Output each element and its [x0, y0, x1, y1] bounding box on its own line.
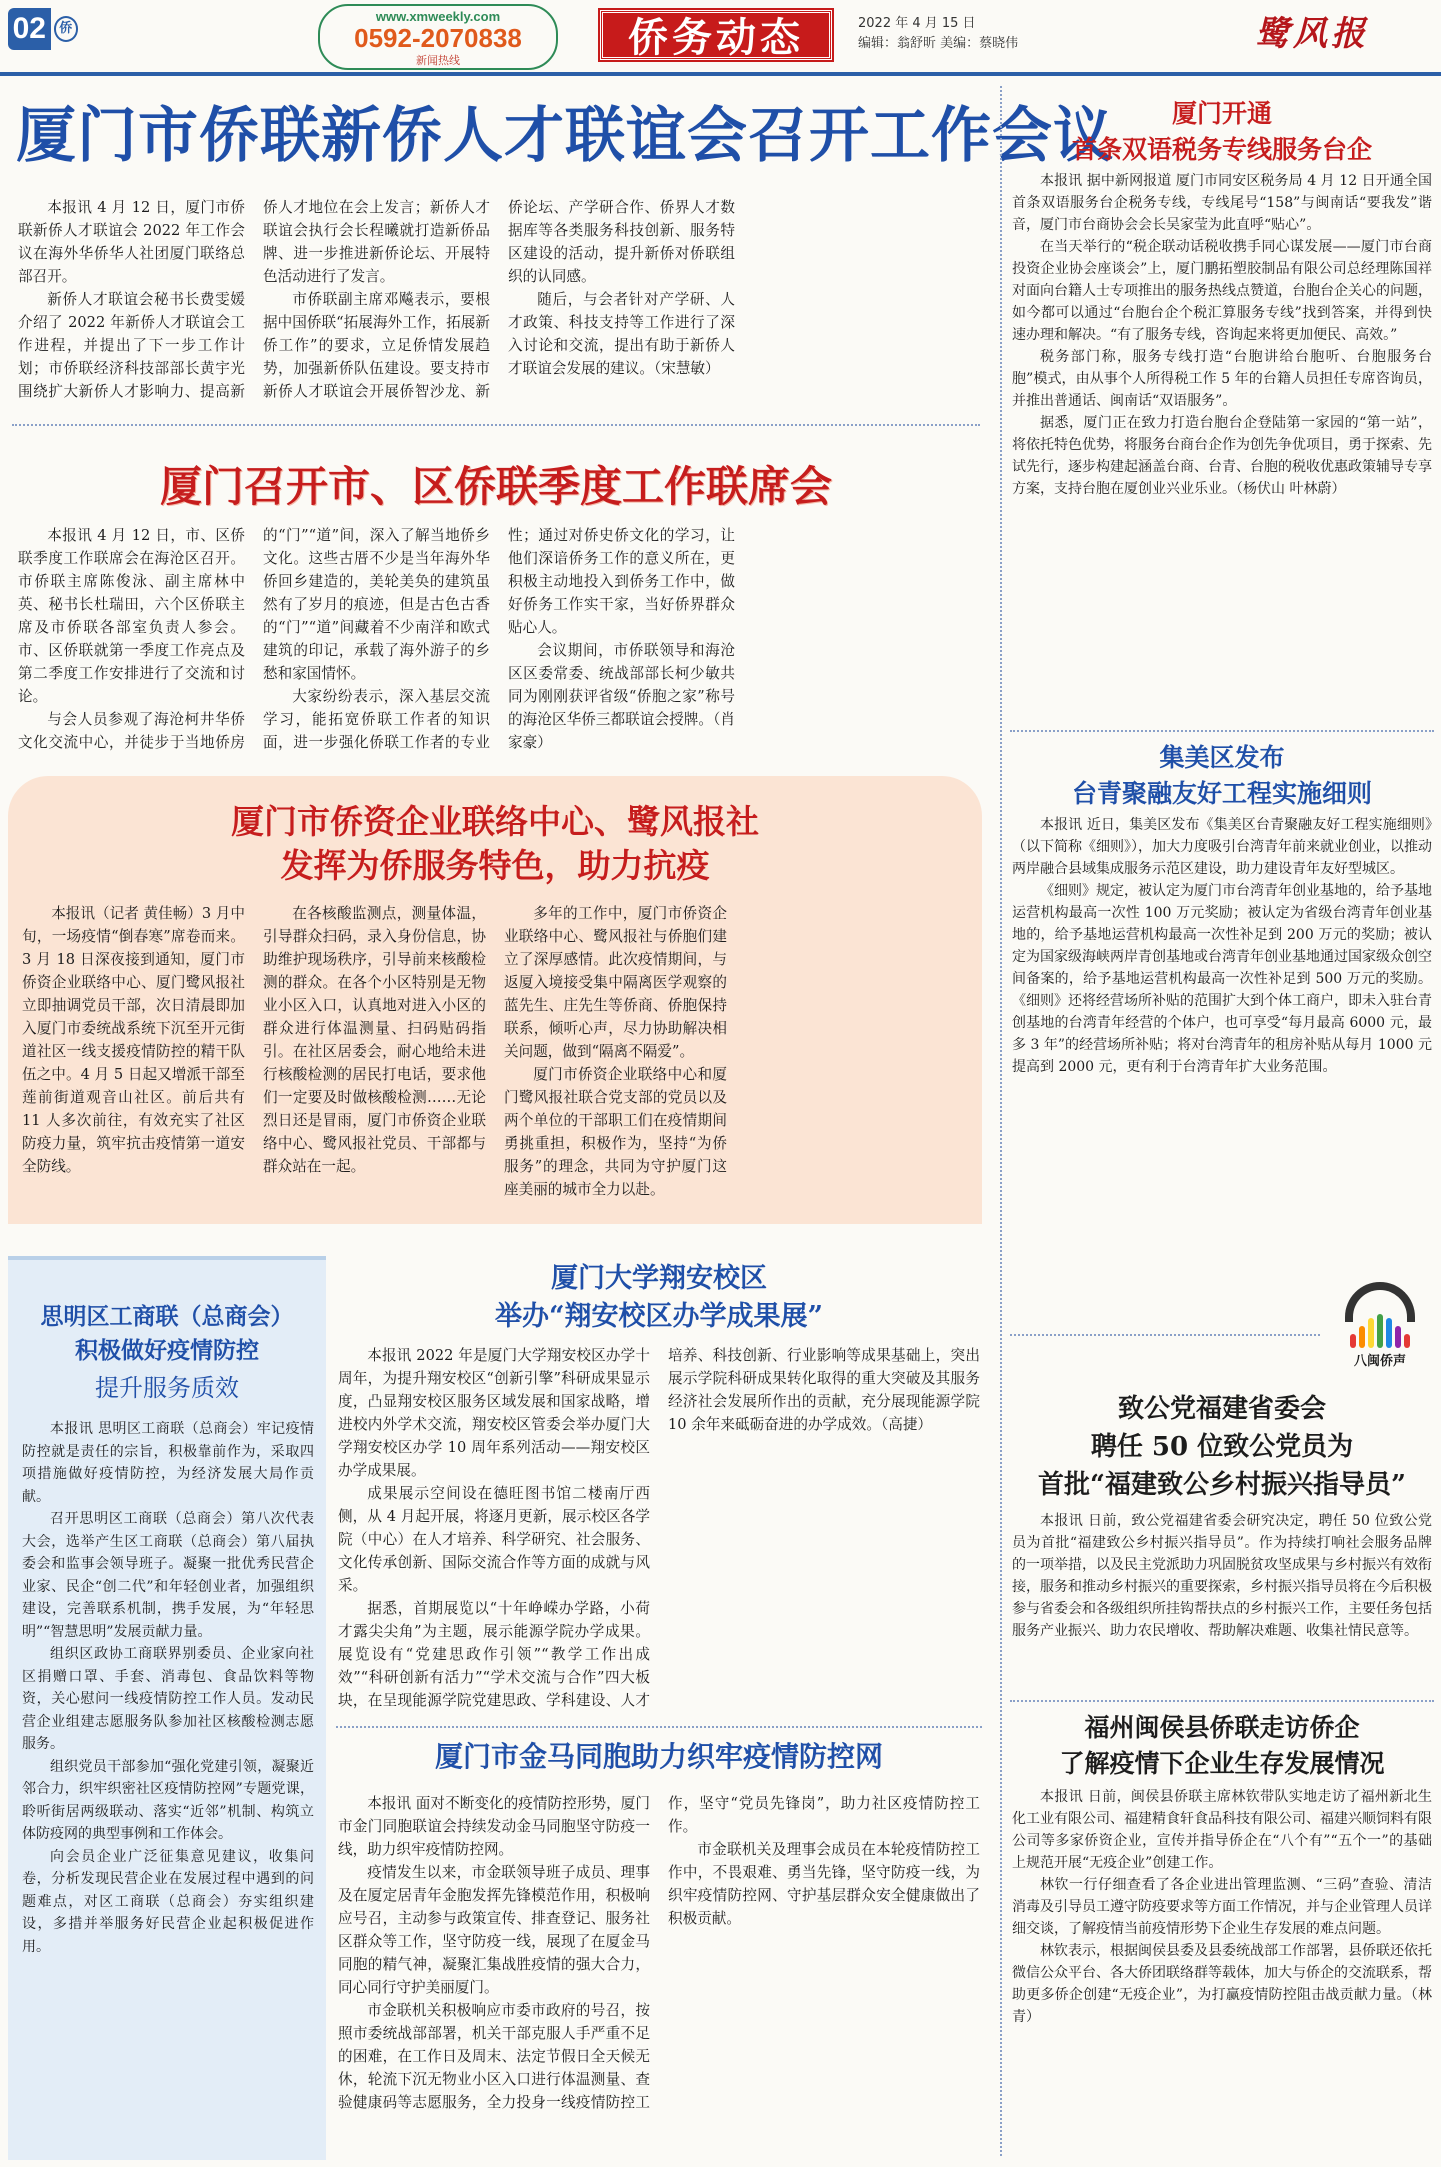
column-logo	[1010, 1282, 1434, 1382]
article-2-paragraph: 与会人员参观了海沧柯井华侨文化交流中心，并徒步于当地侨房的“门”“道”间，深入了解当地侨乡文化。这些古厝不少是当年海外华侨回乡建造的，美轮美奂的建筑虽然有了岁月的痕迹，但是古色古香的“门”“道”间藏着不少南洋和欧式建筑的印记，承载了海外游子的乡愁和家国情怀。	[18, 527, 490, 751]
article-2-paragraph: 大家纷纷表示，深入基层交流学习，能拓宽侨联工作者的知识面，进一步强化侨联工作者的专业性；通过对侨史侨文化的学习，让他们深谙侨务工作的意义所在，更积极主动地投入到侨务工作中，做好侨务工作实干家，当好侨界群众贴心人。	[263, 527, 735, 751]
article-7-title-line-1: 厦门大学翔安校区	[551, 1263, 767, 1294]
issue-date: 2022 年 4 月 15 日	[858, 16, 976, 31]
article-5-paragraph: 本报讯 近日，集美区发布《集美区台青聚融友好工程实施细则》（以下简称《细则》），加大力度吸引台湾青年前来就业创业，以推动两岸融合县域集成服务示范区建设，助力建设青年友好型城区。	[1012, 817, 1432, 877]
article-3-paragraph: 厦门市侨资企业联络中心和厦门鹭风报社联合党支部的党员以及两个单位的干部职工们在疫情期间勇挑重担，积极作为，坚持“为侨服务”的理念，共同为守护厦门这座美丽的城市全力以赴。	[504, 1066, 727, 1198]
sound-bar	[1350, 1334, 1356, 1348]
divider	[1010, 1700, 1434, 1702]
article-6-title	[8, 1300, 326, 1403]
article-4-title-line-1: 厦门开通	[1171, 99, 1272, 128]
article-9-paragraph: 本报讯 日前，致公党福建省委会研究决定，聘任 50 位致公党员为首批“福建致公乡村振兴指导员”。作为持续打响社会服务品牌的一项举措，以及民主党派助力巩固脱贫攻坚成果与乡村振兴有效衔接，服务和推动乡村振兴的重要探索，乡村振兴指导员将在今后积极参与省委会和各级组织所挂钩帮扶点的乡村振兴工作，主要任务包括服务产业振兴、助力农民增收、帮助解决难题、收集社情民意等。	[1012, 1513, 1432, 1639]
issue-info	[858, 14, 1018, 54]
article-8-title: 厦门市金马同胞助力织牢疫情防控网	[434, 1740, 883, 1773]
article-5-paragraph: 《细则》规定，被认定为厦门市台湾青年创业基地的，给予基地运营机构最高一次性 100 万元奖励；被认定为省级台湾青年创业基地的，给予基地运营机构最高一次性补足到 200 万元的奖励；被认定为国家级海峡两岸青创基地或台湾青年创业基地通过国家级众创空间备案的，给予基地运营机构最高一次性补足到 500 万元的奖励。《细则》还将经营场所补贴的范围扩大到个体工商户，即未入驻台青创基地的台湾青年经营的个体户，也可享受“每月最高 6000 元，最多 3 年”的经营场所补贴；将对台湾青年的租房补贴从每月 1000 元提高到 2000 元，更有利于台湾青年扩大业务范围。	[1012, 883, 1432, 1075]
website[interactable]: www.xmweekly.com	[375, 9, 501, 24]
article-6-paragraph: 组织党员干部参加“强化党建引领，凝聚近邻合力，织牢织密社区疫情防控网”专题党课，聆听街居两级联动、落实“近邻”机制、构筑立体防疫网的典型事例和工作体会。	[22, 1758, 314, 1842]
hotline-label: 新闻热线	[416, 54, 460, 67]
news-hotline	[318, 4, 558, 70]
column-divider	[1000, 86, 1002, 2156]
article-6-paragraph: 召开思明区工商联（总商会）第八次代表大会，选举产生区工商联（总商会）第八届执委会和监事会领导班子。凝聚一批优秀民营企业家、民企“创二代”和年轻创业者，加强组织建设，完善联系机制，携手发展，为“年轻思明”“智慧思明”发展贡献力量。	[22, 1511, 314, 1640]
article-10-title-line-2: 了解疫情下企业生存发展情况	[1059, 1749, 1385, 1778]
article-3-title-line-2: 发挥为侨服务特色，助力抗疫	[280, 846, 710, 885]
section-title: 侨务动态	[600, 10, 832, 60]
sound-bar	[1395, 1326, 1401, 1348]
article-10-body	[1012, 1786, 1432, 2158]
page-number: 02	[8, 8, 51, 50]
article-1-paragraph: 市侨联副主席邓飚表示，要根据中国侨联“拓展海外工作，拓展新侨工作”的要求，立足侨情发展趋势，加强新侨队伍建设。要支持市新侨人才联谊会开展侨智沙龙、新侨论坛、产学研合作、侨界人才数据库等各类服务科技创新、服务特区建设的活动，提升新侨对侨联组织的认同感。	[263, 199, 735, 400]
article-10-paragraph: 林钦表示，根据闽侯县委及县委统战部工作部署，县侨联还依托微信公众平台、各大侨团联络群等载体，加大与侨企的交流联系，帮助更多侨企创建“无疫企业”，为打赢疫情防控阻击战贡献力量。（林青）	[1012, 1943, 1432, 2025]
article-6-paragraph: 本报讯 思明区工商联（总商会）牢记疫情防控就是责任的宗旨，积极靠前作为，采取四项措施做好疫情防控，为经济发展大局作贡献。	[22, 1421, 314, 1505]
article-3-body	[22, 902, 968, 1212]
article-1-paragraph: 本报讯 4 月 12 日，厦门市侨联新侨人才联谊会 2022 年工作会议在海外华侨华人社团厦门联络总部召开。	[18, 199, 245, 285]
article-7-title	[336, 1260, 982, 1336]
divider	[1010, 730, 1434, 732]
article-9-body	[1012, 1510, 1432, 1720]
article-10-title-line-1: 福州闽侯县侨联走访侨企	[1084, 1713, 1360, 1742]
article-5-title-line-2: 台青聚融友好工程实施细则	[1071, 779, 1372, 808]
column-name: 八闽侨声	[1353, 1354, 1406, 1369]
article-5-body	[1012, 814, 1432, 1274]
article-4-paragraph: 据悉，厦门正在致力打造台胞台企登陆第一家园的“第一站”，将依托特色优势，将服务台商台企作为创先争优项目，勇于探索、先试先行，逐步构建起涵盖台商、台青、台胞的税收优惠政策辅导专享方案，支持台胞在厦创业兴业乐业。（杨伏山 叶林蔚）	[1012, 415, 1432, 497]
article-1-body	[18, 196, 980, 406]
article-7-title-line-2: 举办“翔安校区办学成果展”	[494, 1301, 824, 1332]
article-9-title	[1010, 1390, 1434, 1504]
article-6-body	[22, 1418, 314, 2154]
article-4-paragraph: 税务部门称，服务专线打造“台胞讲给台胞听、台胞服务台胞”模式，由从事个人所得税工作 5 年的台籍人员担任专席咨询员，并推出普通话、闽南话“双语服务”。	[1012, 349, 1432, 409]
article-7-body	[338, 1344, 980, 1716]
article-2-paragraph: 本报讯 4 月 12 日，市、区侨联季度工作联席会在海沧区召开。市侨联主席陈俊泳、副主席林中英、秘书长杜瑞田，六个区侨联主席及市侨联各部室负责人参会。市、区侨联就第一季度工作亮点及第二季度工作安排进行了交流和讨论。	[18, 527, 245, 705]
article-10-paragraph: 本报讯 日前，闽侯县侨联主席林钦带队实地走访了福州新北生化工业有限公司、福建精食轩食品科技有限公司、福建兴顺饲料有限公司等多家侨资企业，宣传并指导侨企在“八个有”“五个一”的基础上规范开展“无疫企业”创建工作。	[1012, 1789, 1432, 1871]
sound-bar	[1359, 1326, 1365, 1348]
article-3-title	[8, 800, 982, 888]
article-8-body	[338, 1792, 980, 2154]
page-badge	[8, 6, 78, 52]
hotline-number: 0592-2070838	[354, 23, 522, 53]
editors: 编辑：翁舒昕 美编：蔡晓伟	[858, 36, 1019, 51]
article-6-paragraph: 组织区政协工商联界别委员、企业家向社区捐赠口罩、手套、消毒包、食品饮料等物资，关心慰问一线疫情防控工作人员。发动民营企业组建志愿服务队参加社区核酸检测志愿服务。	[22, 1646, 314, 1752]
article-9-title-line-3: 首批“福建致公乡村振兴指导员”	[1038, 1470, 1406, 1500]
sound-bar	[1404, 1334, 1410, 1348]
article-6-paragraph: 向会员企业广泛征集意见建议，收集问卷，分析发现民营企业在发展过程中遇到的问题难点，对区工商联（总商会）夯实组织建设，多措并举服务好民营企业起积极促进作用。	[22, 1848, 314, 1955]
article-5-title	[1010, 740, 1434, 812]
article-3-paragraph: 本报讯（记者 黄佳畅）3 月中旬，一场疫情“倒春寒”席卷而来。3 月 18 日深夜接到通知，厦门市侨资企业联络中心、厦门鹭风报社立即抽调党员干部，次日清晨即加入厦门市委统战系统下沉至开元街道社区一线支援疫情防控的精干队伍之中。4 月 5 日起又增派干部至莲前街道观音山社区。前后共有 11 人多次前往，有效充实了社区防疫力量，筑牢抗击疫情第一道安全防线。	[22, 905, 245, 1175]
article-2-body	[18, 524, 980, 756]
sound-bar	[1386, 1318, 1392, 1348]
article-4-paragraph: 本报讯 据中新网报道 厦门市同安区税务局 4 月 12 日开通全国首条双语服务台企税务专线，专线尾号“158”与闽南话“要我发”谐音，厦门市台商协会会长吴家莹为此直呼“贴心”。	[1012, 173, 1432, 233]
article-1-paragraph: 新侨人才联谊会秘书长费雯媛介绍了 2022 年新侨人才联谊会工作进程，并提出了下一步工作计划；市侨联经济科技部部长黄宇光围绕扩大新侨人才影响力、提高新侨人才地位在会上发言；新侨人才联谊会执行会长程曦就打造新侨品牌、进一步推进新侨论坛、开展特色活动进行了发言。	[18, 199, 490, 400]
article-2-paragraph: 会议期间，市侨联领导和海沧区区委常委、统战部部长柯少敏共同为刚刚获评省级“侨胞之家”称号的海沧区华侨三都联谊会授牌。（肖家豪）	[508, 642, 735, 751]
article-8-paragraph: 市金联机关及理事会成员在本轮疫情防控工作中，不畏艰难、勇当先锋，坚守防疫一线，为织牢疫情防控网、守护基层群众安全健康做出了积极贡献。	[668, 1841, 980, 1927]
headphones-icon	[1345, 1282, 1415, 1322]
article-3-paragraph: 多年的工作中，厦门市侨资企业联络中心、鹭风报社与侨胞们建立了深厚感情。此次疫情期间，与返厦入境接受集中隔离医学观察的蓝先生、庄先生等侨商、侨胞保持联系，倾听心声，尽力协助解决相关问题，做到“隔离不隔爱”。	[504, 905, 727, 1060]
divider	[12, 424, 980, 426]
article-8-paragraph: 市金联机关积极响应市委市政府的号召，按照市委统战部部署，机关干部克服人手严重不足的困难，在工作日及周末、法定节假日全天候无休，轮流下沉无物业小区入口进行体温测量、查验健康码等志愿服务，全力投身一线疫情防控工作，坚守“党员先锋岗”，助力社区疫情防控工作。	[338, 1795, 980, 2111]
article-2-title: 厦门召开市、区侨联季度工作联席会	[159, 462, 832, 511]
paper-logo: 鹭风报	[1255, 14, 1369, 54]
article-10-paragraph: 林钦一行仔细查看了各企业进出管理监测、“三码”查验、清洁消毒及引导员工遵守防疫要求等方面工作情况，并与企业管理人员详细交谈，了解疫情当前疫情形势下企业生存发展的难点问题。	[1012, 1877, 1432, 1937]
divider	[336, 1726, 982, 1728]
article-4-paragraph: 在当天举行的“税企联动话税收携手同心谋发展——厦门市台商投资企业协会座谈会”上，厦门鹏拓塑胶制品有限公司总经理陈国祥对面向台籍人士专项推出的服务热线点赞道，台胞台企关心的问题，如今都可以通过“台胞台企个税汇算服务专线”找到答案，并得到快速办理和解决。“有了服务专线，咨询起来将更加便民、高效。”	[1012, 239, 1432, 343]
article-1-title: 厦门市侨联新侨人才联谊会召开工作会议	[16, 101, 1114, 171]
article-3-paragraph: 在各核酸监测点，测量体温，引导群众扫码，录入身份信息，协助维护现场秩序，引导前来核酸检测的群众。在各个小区特别是无物业小区入口，认真地对进入小区的群众进行体温测量、扫码贴码指引。在社区居委会，耐心地给未进行核酸检测的居民打电话，要求他们一定要及时做核酸检测……无论烈日还是冒雨，厦门市侨资企业联络中心、鹭风报社党员、干部都与群众站在一起。	[263, 905, 486, 1175]
article-6-title-line-2: 积极做好疫情防控	[75, 1337, 259, 1364]
article-7-paragraph: 据悉，首期展览以“十年峥嵘办学路，小荷才露尖尖角”为主题，展示能源学院办学成果。展览设有“党建思政作引领”“教学工作出成效”“科研创新有活力”“学术交流与合作”四大板块，在呈现能源学院党建思政、学科建设、人才培养、科技创新、行业影响等成果基础上，突出展示学院科研成果转化取得的重大突破及其服务经济社会发展所作出的贡献，充分展现能源学院 10 余年来砥砺奋进的办学成效。（高捷）	[338, 1347, 980, 1709]
article-7-paragraph: 成果展示空间设在德旺图书馆二楼南厅西侧，从 4 月起开展，将逐月更新，展示校区各学院（中心）在人才培养、科学研究、社会服务、文化传承创新、国际交流合作等方面的成就与风采。	[338, 1485, 650, 1594]
divider	[1010, 1334, 1320, 1336]
section-seal-icon: 侨	[54, 16, 78, 42]
article-1-paragraph: 随后，与会者针对产学研、人才政策、科技支持等工作进行了深入讨论和交流，提出有助于新侨人才联谊会发展的建议。（宋慧敏）	[508, 291, 735, 377]
sound-bar	[1368, 1318, 1374, 1348]
article-9-title-line-2: 聘任 50 位致公党员为	[1090, 1432, 1354, 1462]
masthead-rule	[0, 72, 1441, 76]
article-8-paragraph: 疫情发生以来，市金联领导班子成员、理事及在厦定居青年金胞发挥先锋模范作用，积极响应号召，主动参与政策宣传、排查登记、服务社区群众等工作，坚守防疫一线，展现了在厦金马同胞的精气神，凝聚汇集战胜疫情的强大合力，同心同行守护美丽厦门。	[338, 1864, 650, 1996]
article-8-paragraph: 本报讯 面对不断变化的疫情防控形势，厦门市金门同胞联谊会持续发动金马同胞坚守防疫一线，助力织牢疫情防控网。	[338, 1795, 650, 1858]
article-4-title-line-2: 首条双语税务专线服务台企	[1071, 135, 1372, 164]
article-9-title-line-1: 致公党福建省委会	[1117, 1394, 1326, 1424]
article-6-title-line-1: 思明区工商联（总商会）	[40, 1303, 294, 1330]
article-4-body	[1012, 170, 1432, 730]
article-4-title	[1010, 96, 1434, 168]
headphones-logo	[1326, 1282, 1434, 1369]
article-3-title-line-1: 厦门市侨资企业联络中心、鹭风报社	[231, 802, 759, 841]
article-7-paragraph: 本报讯 2022 年是厦门大学翔安校区办学十周年，为提升翔安校区“创新引擎”科研成果显示度，凸显翔安校区服务区域发展和国家战略，增进校内外学术交流，翔安校区管委会举办厦门大学翔安校区办学 10 周年系列活动——翔安校区办学成果展。	[338, 1347, 650, 1479]
article-6-subtitle: 提升服务质效	[95, 1374, 239, 1402]
article-5-title-line-1: 集美区发布	[1159, 743, 1285, 772]
article-10-title	[1010, 1710, 1434, 1782]
